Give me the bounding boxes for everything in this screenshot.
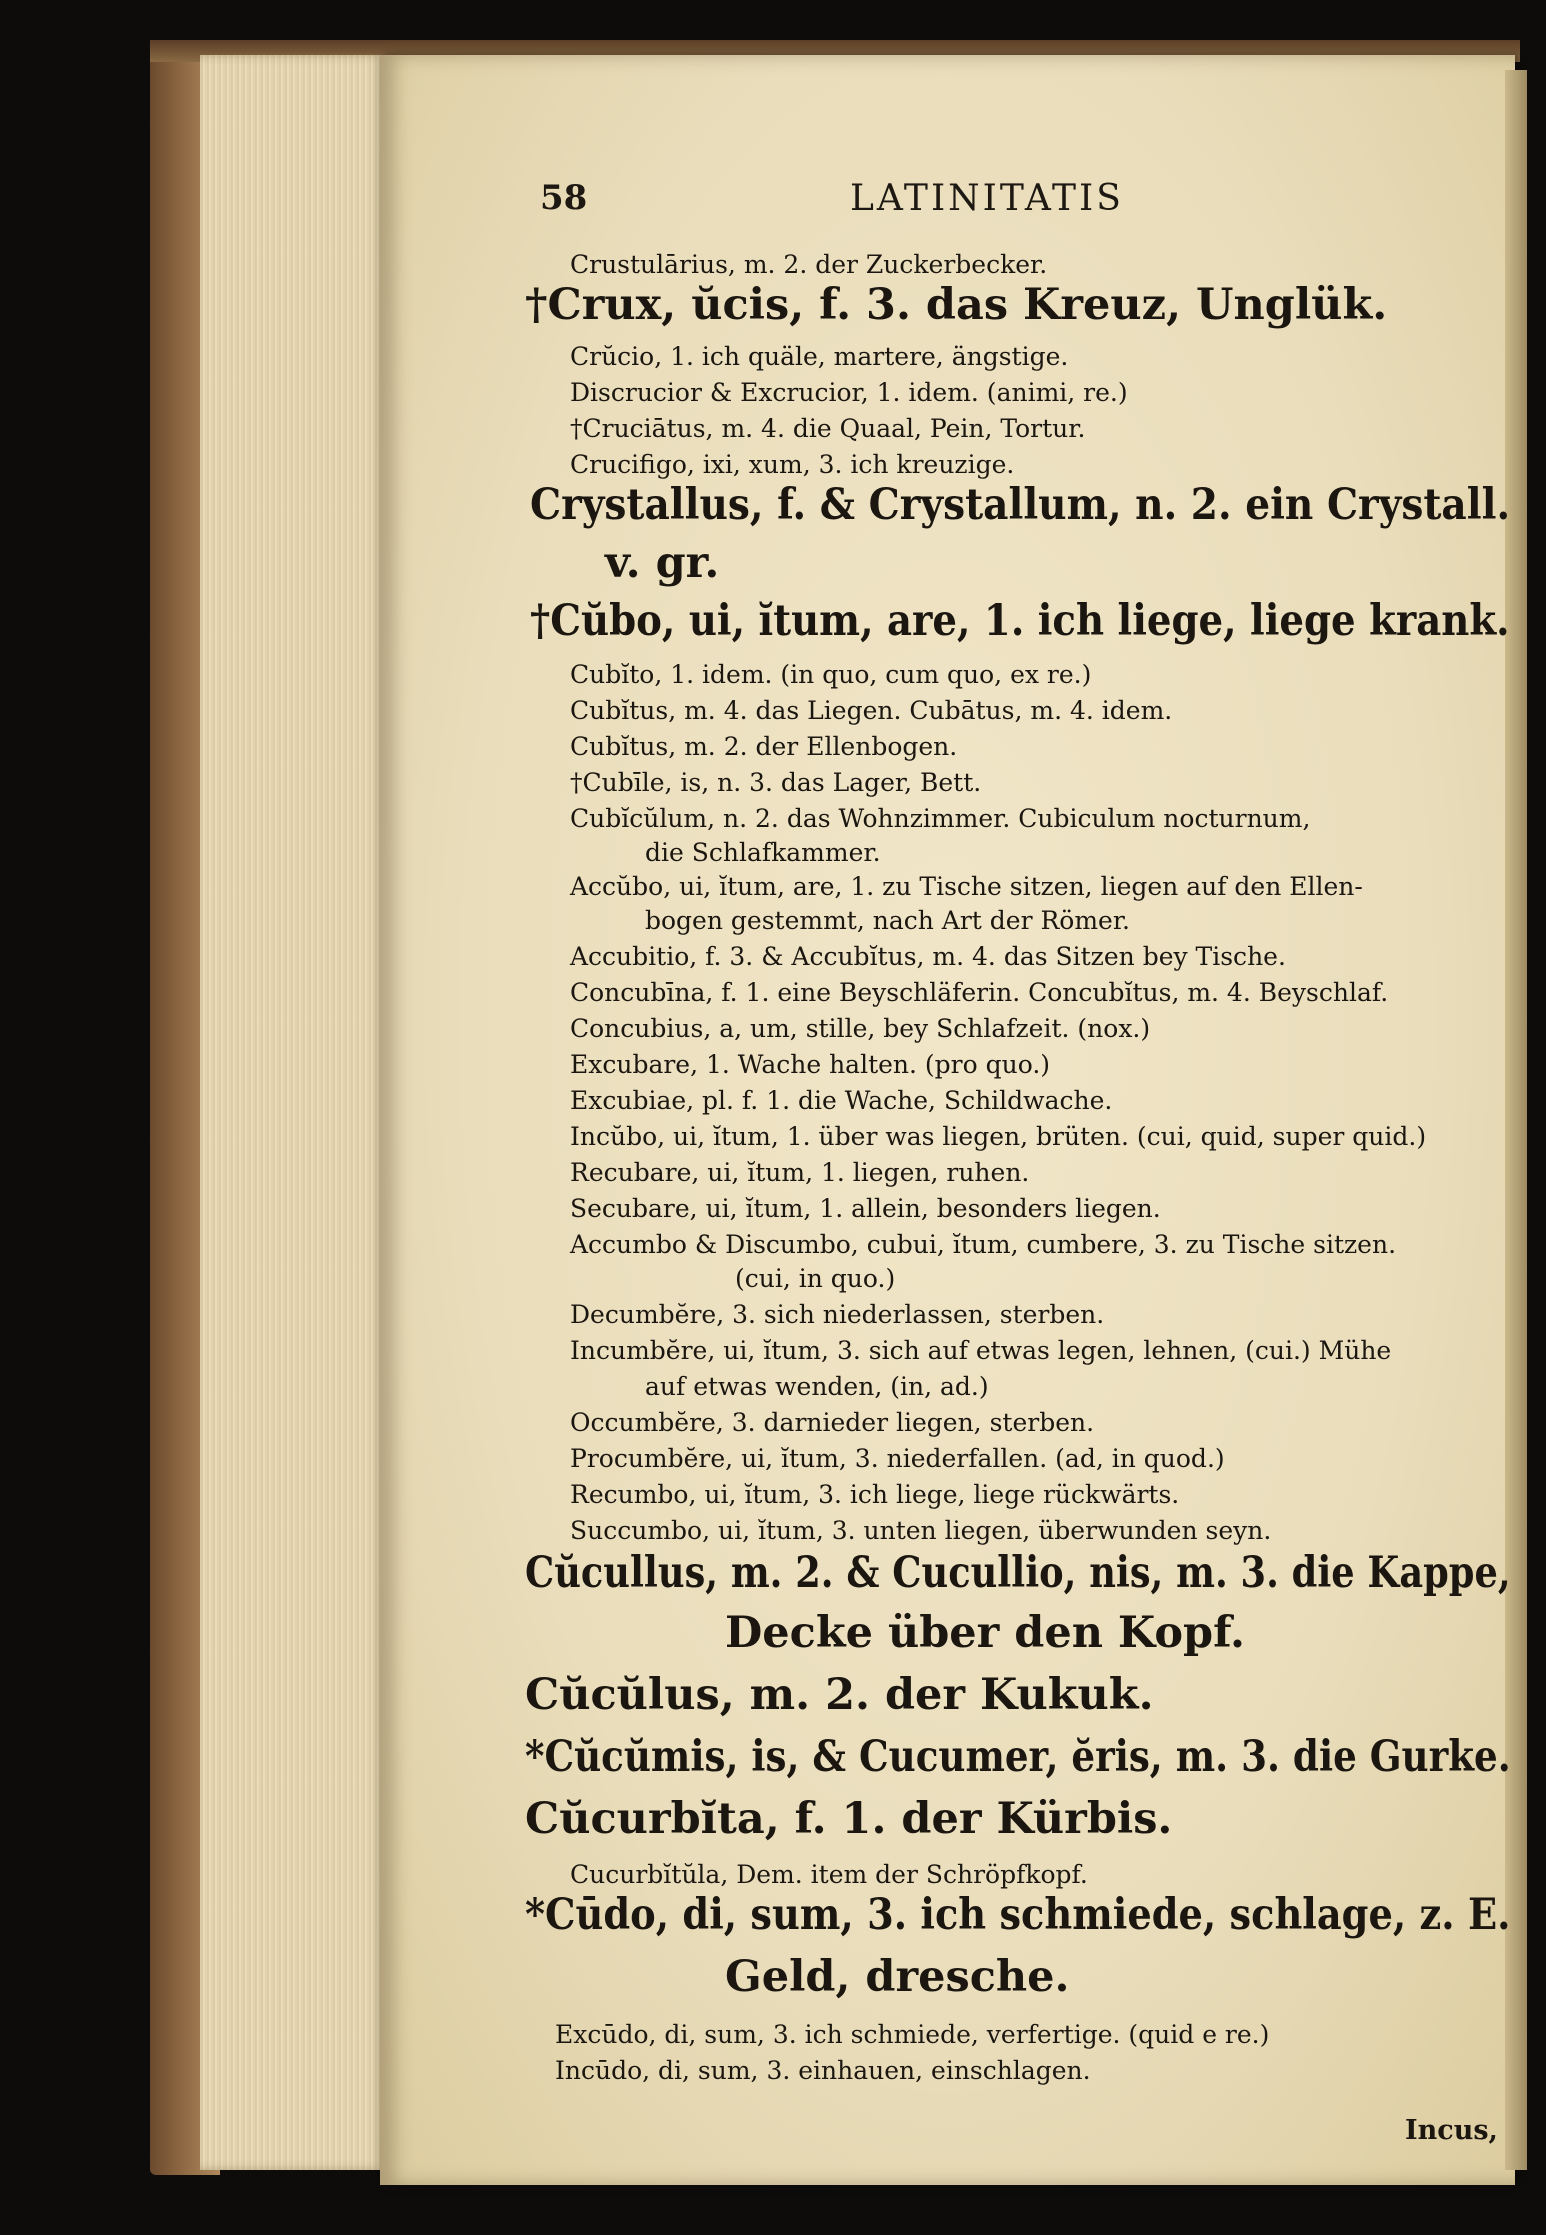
entry-line: Concubīna, f. 1. eine Beyschläferin. Concubĭtus, m. 4. Beyschlaf. — [570, 978, 1389, 1007]
entry-line: Crystallus, f. & Crystallum, n. 2. ein Crystall. — [530, 480, 1511, 530]
entry-line: Procumbĕre, ui, ĭtum, 3. niederfallen. (ad, in quod.) — [570, 1444, 1225, 1473]
entry-line: Cucurbĭtŭla, Dem. item der Schröpfkopf. — [570, 1860, 1088, 1889]
entry-line: Cŭcullus, m. 2. & Cucullio, nis, m. 3. die Kappe, — [525, 1548, 1511, 1598]
entry-line: †Crux, ŭcis, f. 3. das Kreuz, Unglük. — [525, 280, 1388, 330]
entry-line: (cui, in quo.) — [735, 1264, 896, 1293]
running-title: LATINITATIS — [850, 178, 1124, 219]
entry-line: Recubare, ui, ĭtum, 1. liegen, ruhen. — [570, 1158, 1030, 1187]
entry-line: Discrucior & Excrucior, 1. idem. (animi, re.) — [570, 378, 1128, 407]
entry-line: Accŭbo, ui, ĭtum, are, 1. zu Tische sitzen, liegen auf den Ellen- — [570, 872, 1363, 901]
entry-line: Cŭcurbĭta, f. 1. der Kürbis. — [525, 1794, 1173, 1844]
entry-line: v. gr. — [605, 538, 720, 588]
entry-line: Cubĭtus, m. 4. das Liegen. Cubātus, m. 4. idem. — [570, 696, 1173, 725]
entry-line: bogen gestemmt, nach Art der Römer. — [645, 906, 1130, 935]
entry-line: Concubius, a, um, stille, bey Schlafzeit. (nox.) — [570, 1014, 1151, 1043]
entry-line: Crŭcio, 1. ich quäle, martere, ängstige. — [570, 342, 1069, 371]
entry-line: Crustulārius, m. 2. der Zuckerbecker. — [570, 250, 1048, 279]
entry-line: *Cŭcŭmis, is, & Cucumer, ĕris, m. 3. die Gurke. — [525, 1732, 1511, 1782]
entry-line: Accubitio, f. 3. & Accubĭtus, m. 4. das Sitzen bey Tische. — [570, 942, 1286, 971]
entry-line: Excūdo, di, sum, 3. ich schmiede, verfertige. (quid e re.) — [555, 2020, 1270, 2049]
entry-line: †Cubīle, is, n. 3. das Lager, Bett. — [570, 768, 982, 797]
entry-line: Crucifigo, ixi, xum, 3. ich kreuzige. — [570, 450, 1015, 479]
entry-line: Excubiae, pl. f. 1. die Wache, Schildwache. — [570, 1086, 1113, 1115]
entry-line: Incūdo, di, sum, 3. einhauen, einschlagen. — [555, 2056, 1091, 2085]
entry-line: Recumbo, ui, ĭtum, 3. ich liege, liege rückwärts. — [570, 1480, 1180, 1509]
entry-line: *Cūdo, di, sum, 3. ich schmiede, schlage, z. E. — [525, 1890, 1511, 1940]
entry-line: Incŭbo, ui, ĭtum, 1. über was liegen, brüten. (cui, quid, super quid.) — [570, 1122, 1427, 1151]
entry-line: Decke über den Kopf. — [725, 1608, 1246, 1658]
entry-line: Cŭcŭlus, m. 2. der Kukuk. — [525, 1670, 1154, 1720]
entry-line: Geld, dresche. — [725, 1952, 1070, 2002]
entry-line: die Schlafkammer. — [645, 838, 881, 867]
entry-line: †Cŭbo, ui, ĭtum, are, 1. ich liege, liege krank. — [530, 596, 1510, 646]
entry-line: Accumbo & Discumbo, cubui, ĭtum, cumbere, 3. zu Tische sitzen. — [570, 1230, 1397, 1259]
catchword: Incus, — [1405, 2115, 1498, 2146]
entry-line: Excubare, 1. Wache halten. (pro quo.) — [570, 1050, 1051, 1079]
entry-line: Succumbo, ui, ĭtum, 3. unten liegen, überwunden seyn. — [570, 1516, 1272, 1545]
page-number: 58 — [540, 178, 588, 218]
entry-line: Decumbĕre, 3. sich niederlassen, sterben. — [570, 1300, 1105, 1329]
entry-line: Occumbĕre, 3. darnieder liegen, sterben. — [570, 1408, 1095, 1437]
page-stack-edge — [200, 55, 385, 2170]
entry-line: †Cruciātus, m. 4. die Quaal, Pein, Tortur. — [570, 414, 1086, 443]
entry-line: Incumbĕre, ui, ĭtum, 3. sich auf etwas legen, lehnen, (cui.) Mühe — [570, 1336, 1392, 1365]
entry-line: Secubare, ui, ĭtum, 1. allein, besonders liegen. — [570, 1194, 1161, 1223]
entry-line: auf etwas wenden, (in, ad.) — [645, 1372, 989, 1401]
page-right-edge — [1505, 70, 1527, 2170]
entry-line: Cubĭcŭlum, n. 2. das Wohnzimmer. Cubiculum nocturnum, — [570, 804, 1311, 833]
entry-line: Cubĭto, 1. idem. (in quo, cum quo, ex re.) — [570, 660, 1092, 689]
entry-line: Cubĭtus, m. 2. der Ellenbogen. — [570, 732, 958, 761]
page-header — [540, 178, 1500, 228]
